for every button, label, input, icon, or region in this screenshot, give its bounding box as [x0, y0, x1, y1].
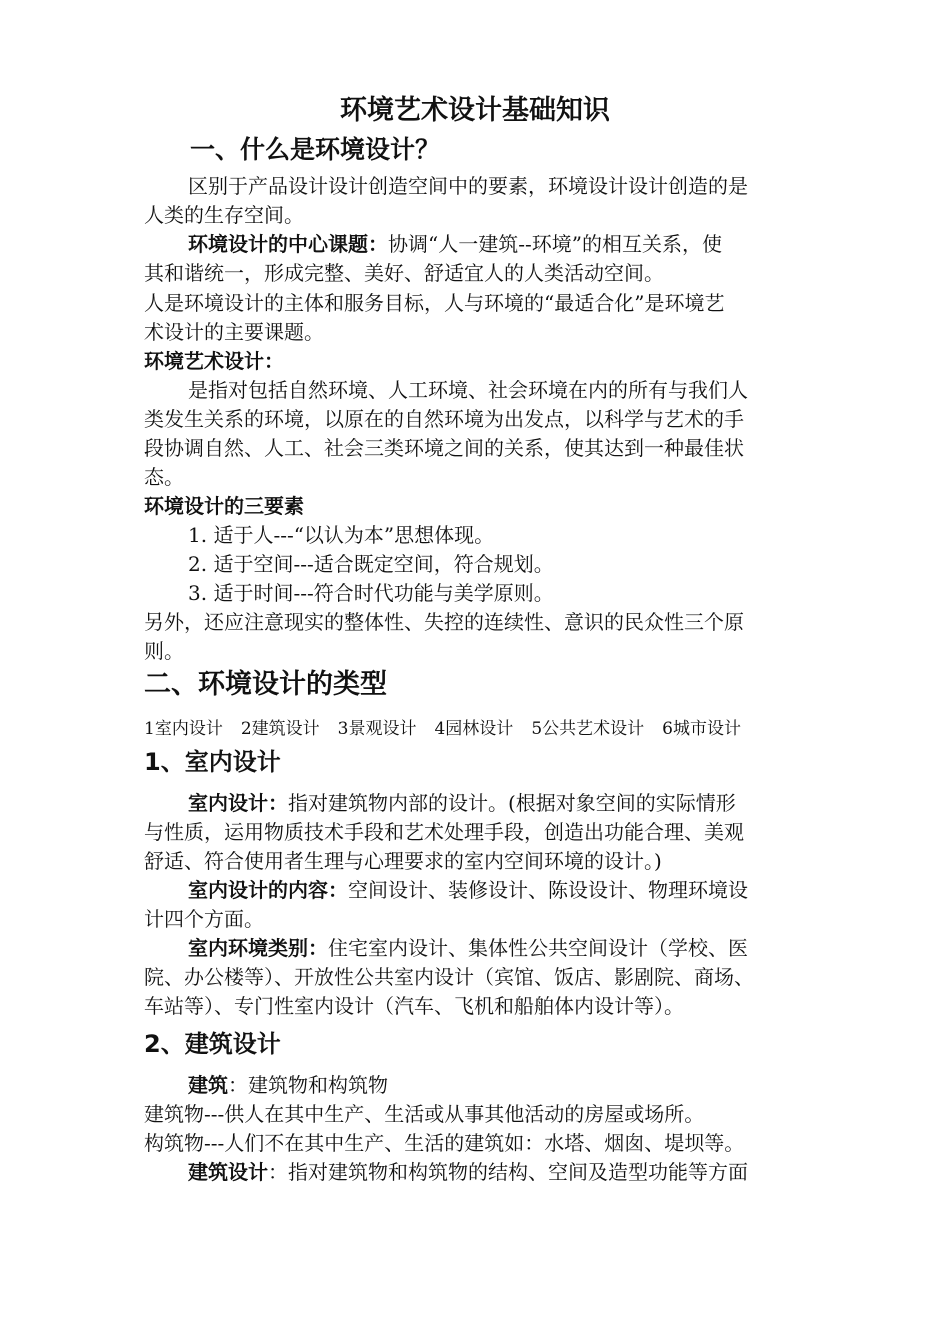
- design-type: 3景观设计: [337, 719, 417, 739]
- term-label: 室内设计：: [188, 791, 288, 815]
- subheading: 环境艺术设计：: [144, 349, 284, 373]
- paragraph-line: 类发生关系的环境，以原在的自然环境为出发点，以科学与艺术的手: [144, 407, 744, 431]
- paragraph-line: [188, 1071, 824, 1099]
- term-text: ：指对建筑物和构筑物的结构、空间及造型功能等方面: [268, 1160, 748, 1184]
- paragraph-line: 另外，还应注意现实的整体性、失控的连续性、意识的民众性三个原: [144, 610, 744, 634]
- paragraph-line: 与性质，运用物质技术手段和艺术处理手段，创造出功能合理、美观: [144, 820, 744, 844]
- paragraph-line: [188, 934, 824, 962]
- paragraph-line: 舒适、符合使用者生理与心理要求的室内空间环境的设计。): [144, 849, 662, 873]
- paragraph-line: 院、办公楼等）、开放性公共室内设计（宾馆、饭店、影剧院、商场、: [144, 965, 754, 989]
- term-label: 建筑: [188, 1073, 228, 1097]
- subsection-heading: 2、建筑设计: [144, 1030, 281, 1058]
- list-item: 2. 适于空间---适合既定空间，符合规划。: [188, 552, 554, 576]
- paragraph-line: [188, 789, 824, 817]
- design-type: 5公共艺术设计: [531, 719, 645, 739]
- term-text: 空间设计、装修设计、陈设设计、物理环境设: [348, 878, 748, 902]
- design-type: 6城市设计: [662, 719, 741, 739]
- paragraph-line: 建筑物---供人在其中生产、生活或从事其他活动的房屋或场所。: [144, 1102, 705, 1126]
- design-type: 1室内设计: [144, 719, 223, 739]
- term-label: 室内环境类别：: [188, 936, 328, 960]
- paragraph-line: 段协调自然、人工、社会三类环境之间的关系，使其达到一种最佳状: [144, 436, 744, 460]
- paragraph-line: 车站等）、专门性室内设计（汽车、飞机和船舶体内设计等）。: [144, 994, 684, 1018]
- paragraph-line: [188, 230, 824, 258]
- term-text: 指对建筑物内部的设计。(根据对象空间的实际情形: [288, 791, 736, 815]
- term-label: 建筑设计: [188, 1160, 268, 1184]
- section1-heading: 一、什么是环境设计？: [190, 135, 441, 164]
- subsection-heading: 1、室内设计: [144, 748, 281, 776]
- design-type: 4园林设计: [434, 719, 514, 739]
- term-text: 协调“人一建筑--环境”的相互关系，使: [388, 232, 722, 256]
- design-type: 2建筑设计: [240, 719, 320, 739]
- paragraph-line: 是指对包括自然环境、人工环境、社会环境在内的所有与我们人: [188, 378, 748, 402]
- term-text: 住宅室内设计、集体性公共空间设计（学校、医: [328, 936, 748, 960]
- section2-heading: 二、环境设计的类型: [144, 669, 387, 700]
- term-text: ：建筑物和构筑物: [228, 1073, 388, 1097]
- paragraph-line: 其和谐统一，形成完整、美好、舒适宜人的人类活动空间。: [144, 261, 664, 285]
- paragraph-line: [188, 1158, 824, 1186]
- term-label: 环境设计的中心课题：: [188, 232, 388, 256]
- term-label: 室内设计的内容：: [188, 878, 348, 902]
- paragraph-line: 计四个方面。: [144, 907, 264, 931]
- paragraph-line: 区别于产品设计设计创造空间中的要素，环境设计设计创造的是: [188, 174, 748, 198]
- design-types-list: [144, 716, 824, 742]
- list-item: 1. 适于人---“以认为本”思想体现。: [188, 523, 495, 547]
- paragraph-line: 态。: [144, 465, 184, 489]
- document-title: 环境艺术设计基础知识: [340, 95, 610, 126]
- paragraph-line: 则。: [144, 639, 184, 663]
- paragraph-line: 人是环境设计的主体和服务目标，人与环境的“最适合化”是环境艺: [144, 291, 725, 315]
- paragraph-line: [188, 876, 824, 904]
- paragraph-line: 术设计的主要课题。: [144, 320, 324, 344]
- paragraph-line: 构筑物---人们不在其中生产、生活的建筑如：水塔、烟囱、堤坝等。: [144, 1131, 745, 1155]
- list-item: 3. 适于时间---符合时代功能与美学原则。: [188, 581, 554, 605]
- subheading: 环境设计的三要素: [144, 494, 304, 518]
- paragraph-line: 人类的生存空间。: [144, 203, 304, 227]
